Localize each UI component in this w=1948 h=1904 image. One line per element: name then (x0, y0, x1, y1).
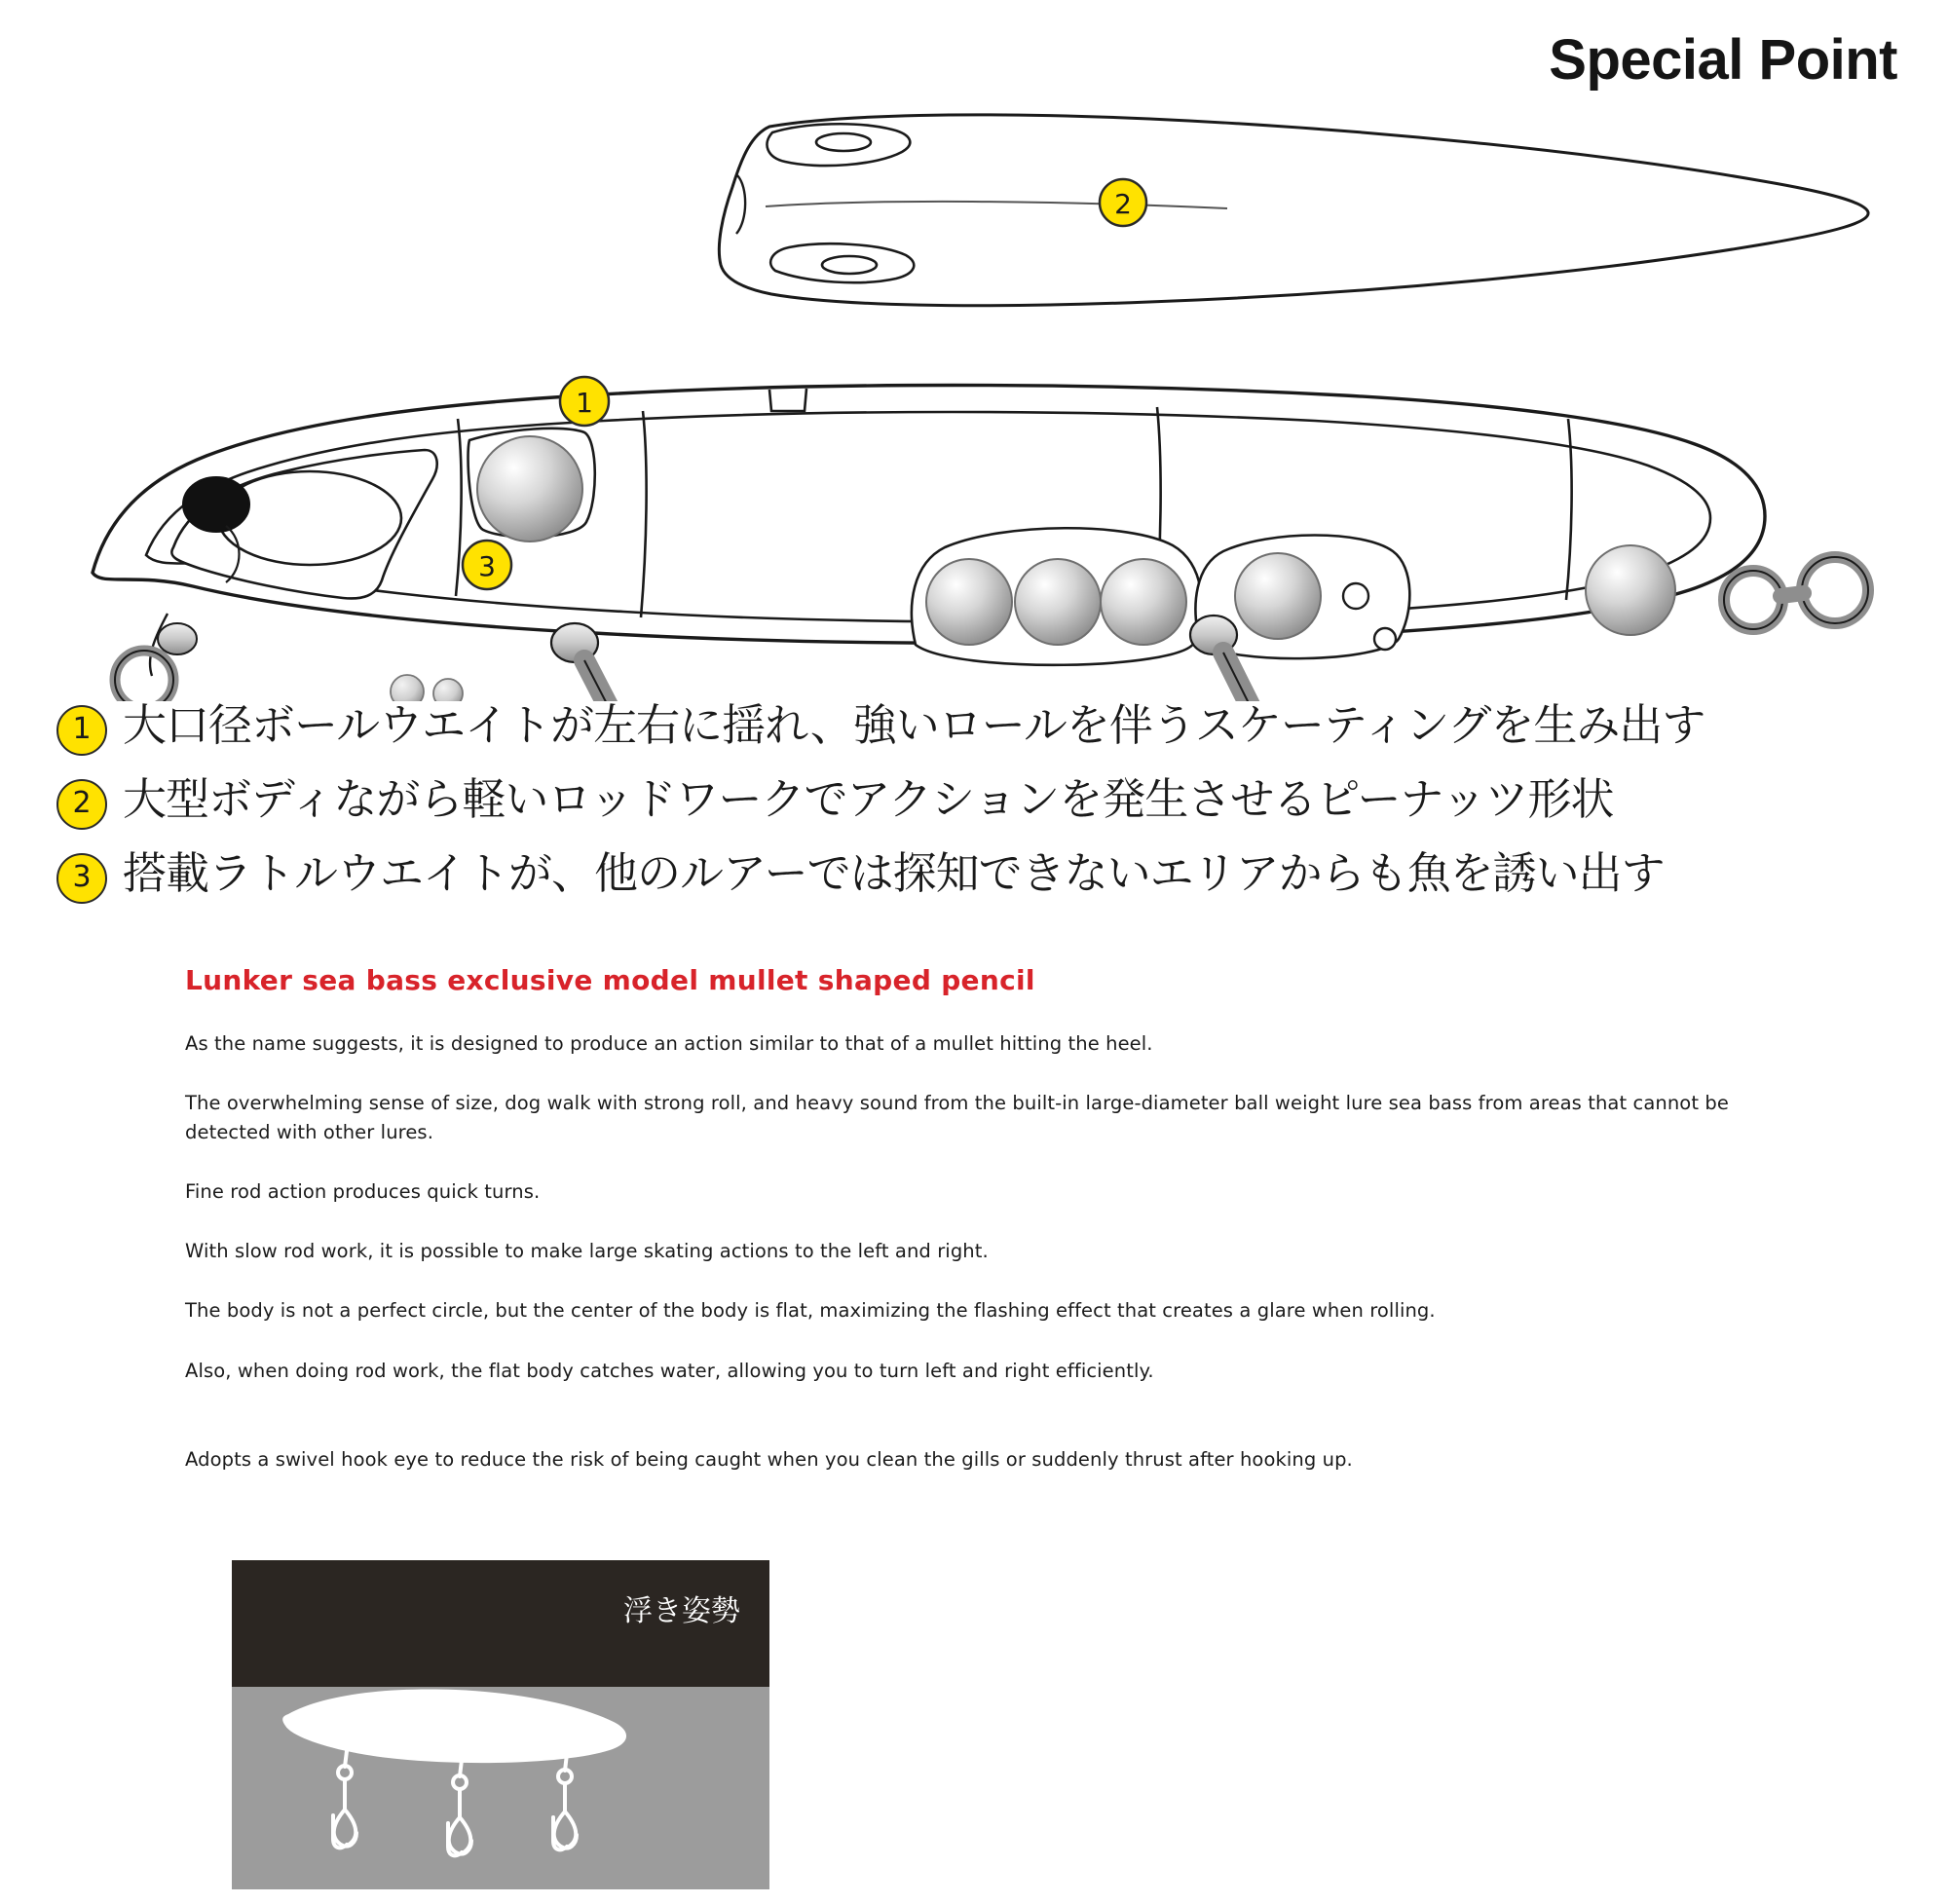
lure-diagram (0, 97, 1948, 701)
description-paragraph-2: The overwhelming sense of size, dog walk with strong roll, and heavy sound from the built-in large-diameter ball weight lure sea bass from areas that cannot be detected with other lures. (185, 1092, 1729, 1143)
feature-list (56, 699, 1907, 921)
float-posture-svg (232, 1560, 769, 1889)
description-closing: Adopts a swivel hook eye to reduce the risk of being caught when you clean the gills or suddenly thrust after hooking up. (185, 1447, 1353, 1471)
page-title: Special Point (1549, 28, 1897, 92)
tail-eye (1724, 557, 1868, 629)
float-posture-label: 浮き姿勢 (623, 1594, 740, 1628)
description-paragraph-4: With slow rod work, it is possible to make large skating actions to the left and right. (185, 1240, 989, 1262)
description-paragraph-3: Fine rod action produces quick turns. (185, 1179, 541, 1203)
svg-text:1: 1 (576, 387, 593, 419)
description-heading: Lunker sea bass exclusive model mullet shaped pencil (185, 964, 1035, 996)
feature-text-3: 搭載ラトルウエイトが、他のルアーでは探知できないエリアからも魚を誘い出す (123, 847, 1665, 899)
feature-badge-3: 3 (56, 853, 107, 904)
feature-badge-1: 1 (56, 705, 107, 756)
feature-item (56, 773, 1907, 830)
callout-3-rattle (463, 541, 511, 589)
lure-diagram-svg (0, 97, 1948, 701)
feature-badge-2: 2 (56, 779, 107, 830)
feature-text-1: 大口径ボールウエイトが左右に揺れ、強いロールを伴うスケーティングを生み出す (123, 699, 1705, 751)
description-paragraph-1: As the name suggests, it is designed to produce an action similar to that of a mullet hitting the heel. (185, 1032, 1153, 1055)
feature-item (56, 699, 1907, 756)
callout-2-top (1100, 179, 1146, 226)
float-posture-panel (232, 1560, 769, 1889)
feature-item (56, 847, 1907, 904)
description-paragraph-5: The body is not a perfect circle, but the center of the body is flat, maximizing the flashing effect that creates a glare when rolling. (185, 1299, 1436, 1323)
front-hook-hanger (115, 614, 197, 701)
svg-text:3: 3 (478, 550, 496, 582)
feature-text-2: 大型ボディながら軽いロッドワークでアクションを発生させるピーナッツ形状 (123, 773, 1614, 825)
description-block (185, 964, 1841, 1505)
svg-text:2: 2 (1114, 188, 1132, 220)
lure-side-view (93, 386, 1868, 702)
description-paragraph-6: Also, when doing rod work, the flat body catches water, allowing you to turn left and right efficiently. (185, 1359, 1154, 1382)
lure-top-view (719, 115, 1868, 306)
callout-1-ball (560, 377, 609, 426)
